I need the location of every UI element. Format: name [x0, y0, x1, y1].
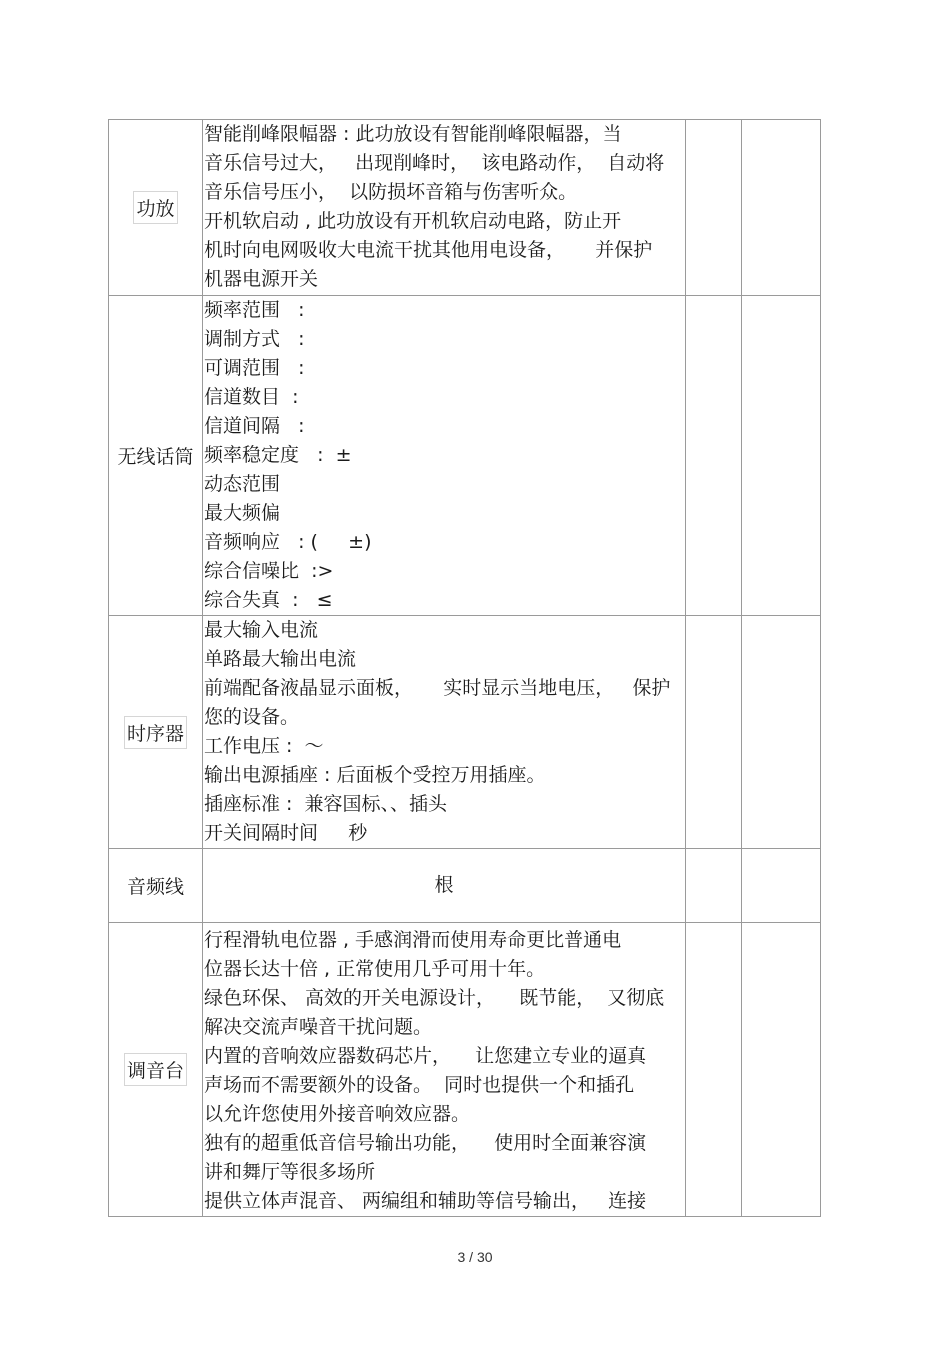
- spec-line: 根: [434, 874, 454, 896]
- spec-line: 前端配备液晶显示面板， 实时显示当地电压， 保护: [204, 677, 671, 699]
- spec-line: 位器长达十倍 , 正常使用几乎可用十年。: [204, 958, 546, 980]
- spec-line: 最大频偏: [204, 502, 281, 524]
- empty-cell: [686, 120, 742, 296]
- spec-line: 信道间隔 :: [204, 415, 305, 437]
- item-name: 调音台: [126, 1055, 185, 1084]
- empty-cell: [742, 849, 821, 923]
- item-name-cell: [109, 923, 203, 1217]
- item-name: 时序器: [126, 718, 185, 747]
- item-spec-cell: [203, 616, 686, 849]
- spec-line: 单路最大输出电流: [204, 648, 357, 670]
- spec-line: 机器电源开关: [204, 268, 319, 290]
- spec-line: 综合失真 : ≤: [204, 589, 333, 611]
- spec-line: 讲和舞厅等很多场所: [204, 1161, 376, 1183]
- item-name: 无线话筒: [117, 446, 194, 468]
- item-name-cell: [109, 296, 203, 616]
- empty-cell: [686, 923, 742, 1217]
- spec-line: 频率范围 :: [204, 299, 305, 321]
- spec-line: 开关间隔时间 秒: [204, 822, 368, 844]
- empty-cell: [686, 296, 742, 616]
- spec-line: 绿色环保、 高效的开关电源设计， 既节能， 又彻底: [204, 987, 665, 1009]
- spec-line: 音乐信号过大， 出现削峰时， 该电路动作， 自动将: [204, 152, 665, 174]
- spec-line: 最大输入电流: [204, 619, 319, 641]
- spec-line: 解决交流声噪音干扰问题。: [204, 1016, 433, 1038]
- spec-line: 机时向电网吸收大电流干扰其他用电设备， 并保护: [204, 239, 653, 261]
- table-row: [109, 923, 821, 1217]
- spec-line: 智能削峰限幅器 : 此功放设有智能削峰限幅器，当: [204, 123, 622, 145]
- spec-line: 可调范围 :: [204, 357, 305, 379]
- empty-cell: [686, 616, 742, 849]
- item-spec-cell: [203, 120, 686, 296]
- item-spec-cell: [203, 296, 686, 616]
- spec-line: 音乐信号压小， 以防损坏音箱与伤害听众。: [204, 181, 578, 203]
- item-name: 功放: [135, 193, 175, 222]
- empty-cell: [742, 296, 821, 616]
- item-name-cell: [109, 120, 203, 296]
- item-spec-cell: [203, 849, 686, 923]
- spec-line: 插座标准 : 兼容国标、、插头: [204, 793, 448, 815]
- spec-line: 综合信噪比 :>: [204, 560, 334, 582]
- spec-line: 内置的音响效应器数码芯片， 让您建立专业的逼真: [204, 1045, 647, 1067]
- page-number: 3 / 30: [457, 1249, 493, 1265]
- table-row: [109, 849, 821, 923]
- empty-cell: [742, 120, 821, 296]
- spec-line: 频率稳定度 : ±: [204, 444, 352, 466]
- spec-line: 输出电源插座 : 后面板个受控万用插座。: [204, 764, 546, 786]
- spec-line: 信道数目 :: [204, 386, 299, 408]
- item-name-cell: [109, 849, 203, 923]
- empty-cell: [742, 616, 821, 849]
- spec-line: 动态范围: [204, 473, 281, 495]
- item-name: 音频线: [126, 876, 184, 898]
- spec-line: 工作电压 : ～: [204, 735, 324, 757]
- table-row: [109, 120, 821, 296]
- spec-line: 您的设备。: [204, 706, 300, 728]
- empty-cell: [686, 849, 742, 923]
- item-name-cell: [109, 616, 203, 849]
- spec-line: 以允许您使用外接音响效应器。: [204, 1103, 471, 1125]
- table-row: [109, 616, 821, 849]
- spec-line: 独有的超重低音信号输出功能， 使用时全面兼容演: [204, 1132, 647, 1154]
- spec-line: 声场而不需要额外的设备。 同时也提供一个和插孔: [204, 1074, 635, 1096]
- table-row: [109, 296, 821, 616]
- spec-line: 提供立体声混音、 两编组和辅助等信号输出， 连接: [204, 1190, 647, 1212]
- empty-cell: [742, 923, 821, 1217]
- spec-line: 开机软启动 , 此功放设有开机软启动电路，防止开: [204, 210, 622, 232]
- item-spec-cell: [203, 923, 686, 1217]
- spec-line: 行程滑轨电位器 , 手感润滑而使用寿命更比普通电: [204, 929, 622, 951]
- spec-line: 调制方式 :: [204, 328, 305, 350]
- spec-table: [108, 119, 821, 1217]
- spec-line: 音频响应 : ( ±): [204, 531, 372, 553]
